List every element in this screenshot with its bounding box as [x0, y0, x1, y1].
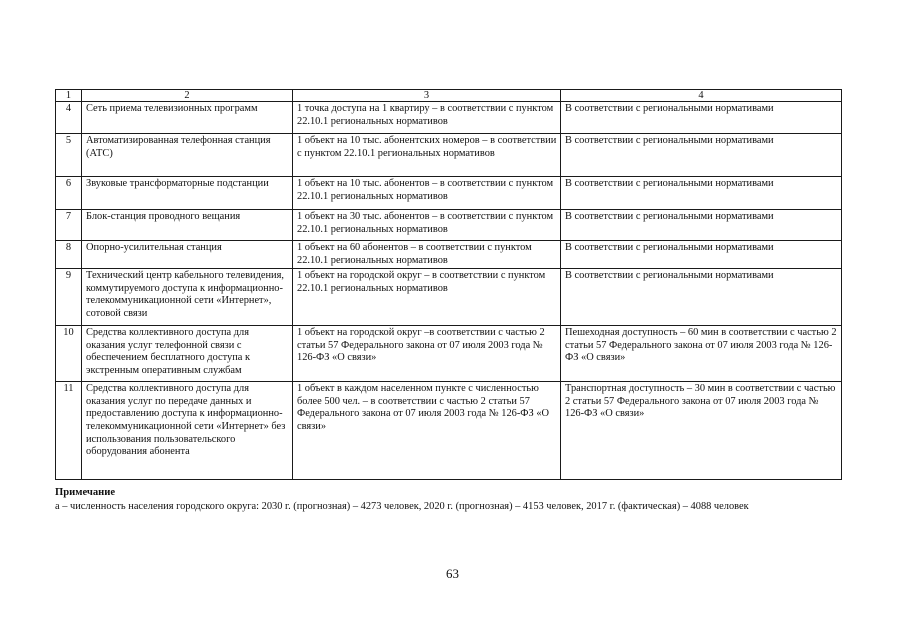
minimum-level-cell: 1 объект в каждом населенном пункте с численностью более 500 чел. – в соответствии с частью 2 статьи 57 Федерального закона от 07 июля 2003 года № 126-ФЗ «О связи» [293, 382, 561, 480]
accessibility-cell: В соответствии с региональными нормативами [561, 177, 842, 210]
row-number: 5 [56, 134, 82, 177]
table-row [56, 326, 842, 382]
object-name-cell: Сеть приема телевизионных программ [82, 102, 293, 134]
column-header-2: 2 [82, 90, 293, 102]
note-title: Примечание [55, 487, 116, 498]
row-number: 8 [56, 241, 82, 269]
minimum-level-cell: 1 объект на 60 абонентов – в соответствии с пунктом 22.10.1 региональных нормативов [293, 241, 561, 269]
minimum-level-cell: 1 объект на 10 тыс. абонентских номеров – в соответствии с пунктом 22.10.1 региональных нормативов [293, 134, 561, 177]
page-number: 63 [446, 566, 459, 581]
table-row [56, 382, 842, 480]
minimum-level-cell: 1 объект на 10 тыс. абонентов – в соответствии с пунктом 22.10.1 региональных нормативов [293, 177, 561, 210]
column-header-4: 4 [561, 90, 842, 102]
note-text: а – численность населения городского округа: 2030 г. (прогнозная) – 4273 человек, 2020 г. (прогнозная) – 4153 человек, 2017 г. (фактическая) – 4088 человек [55, 501, 749, 512]
table-row [56, 241, 842, 269]
row-number: 7 [56, 210, 82, 241]
row-number: 9 [56, 269, 82, 326]
minimum-level-cell: 1 объект на городской округ – в соответствии с пунктом 22.10.1 региональных нормативов [293, 269, 561, 326]
object-name-cell: Блок-станция проводного вещания [82, 210, 293, 241]
table-row [56, 102, 842, 134]
accessibility-cell: Пешеходная доступность – 60 мин в соответствии с частью 2 статьи 57 Федерального закона от 07 июля 2003 года № 126-ФЗ «О связи» [561, 326, 842, 382]
column-header-1: 1 [56, 90, 82, 102]
minimum-level-cell: 1 объект на 30 тыс. абонентов – в соответствии с пунктом 22.10.1 региональных нормативов [293, 210, 561, 241]
object-name-cell: Средства коллективного доступа для оказания услуг по передаче данных и предоставлению доступа к информационно-телекоммуникационной сети «Интернет» без использования пользовательского оборудования абонента [82, 382, 293, 480]
table-row [56, 134, 842, 177]
accessibility-cell: Транспортная доступность – 30 мин в соответствии с частью 2 статьи 57 Федерального закона от 07 июля 2003 года № 126-ФЗ «О связи» [561, 382, 842, 480]
minimum-level-cell: 1 точка доступа на 1 квартиру – в соответствии с пунктом 22.10.1 региональных нормативов [293, 102, 561, 134]
table-row [56, 210, 842, 241]
table-row [56, 177, 842, 210]
accessibility-cell: В соответствии с региональными нормативами [561, 241, 842, 269]
object-name-cell: Технический центр кабельного телевидения, коммутируемого доступа к информационно-телекоммуникационной сети «Интернет», сотовой связи [82, 269, 293, 326]
norms-table [55, 89, 842, 480]
table-header-row [56, 90, 842, 102]
column-header-3: 3 [293, 90, 561, 102]
object-name-cell: Опорно-усилительная станция [82, 241, 293, 269]
object-name-cell: Звуковые трансформаторные подстанции [82, 177, 293, 210]
row-number: 11 [56, 382, 82, 480]
accessibility-cell: В соответствии с региональными нормативами [561, 210, 842, 241]
minimum-level-cell: 1 объект на городской округ –в соответствии с частью 2 статьи 57 Федерального закона от 07 июля 2003 года № 126-ФЗ «О связи» [293, 326, 561, 382]
object-name-cell: Автоматизированная телефонная станция (АТС) [82, 134, 293, 177]
row-number: 10 [56, 326, 82, 382]
accessibility-cell: В соответствии с региональными нормативами [561, 269, 842, 326]
accessibility-cell: В соответствии с региональными нормативами [561, 102, 842, 134]
table-row [56, 269, 842, 326]
object-name-cell: Средства коллективного доступа для оказания услуг телефонной связи с обеспечением бесплатного доступа к экстренным оперативным службам [82, 326, 293, 382]
row-number: 6 [56, 177, 82, 210]
row-number: 4 [56, 102, 82, 134]
accessibility-cell: В соответствии с региональными нормативами [561, 134, 842, 177]
